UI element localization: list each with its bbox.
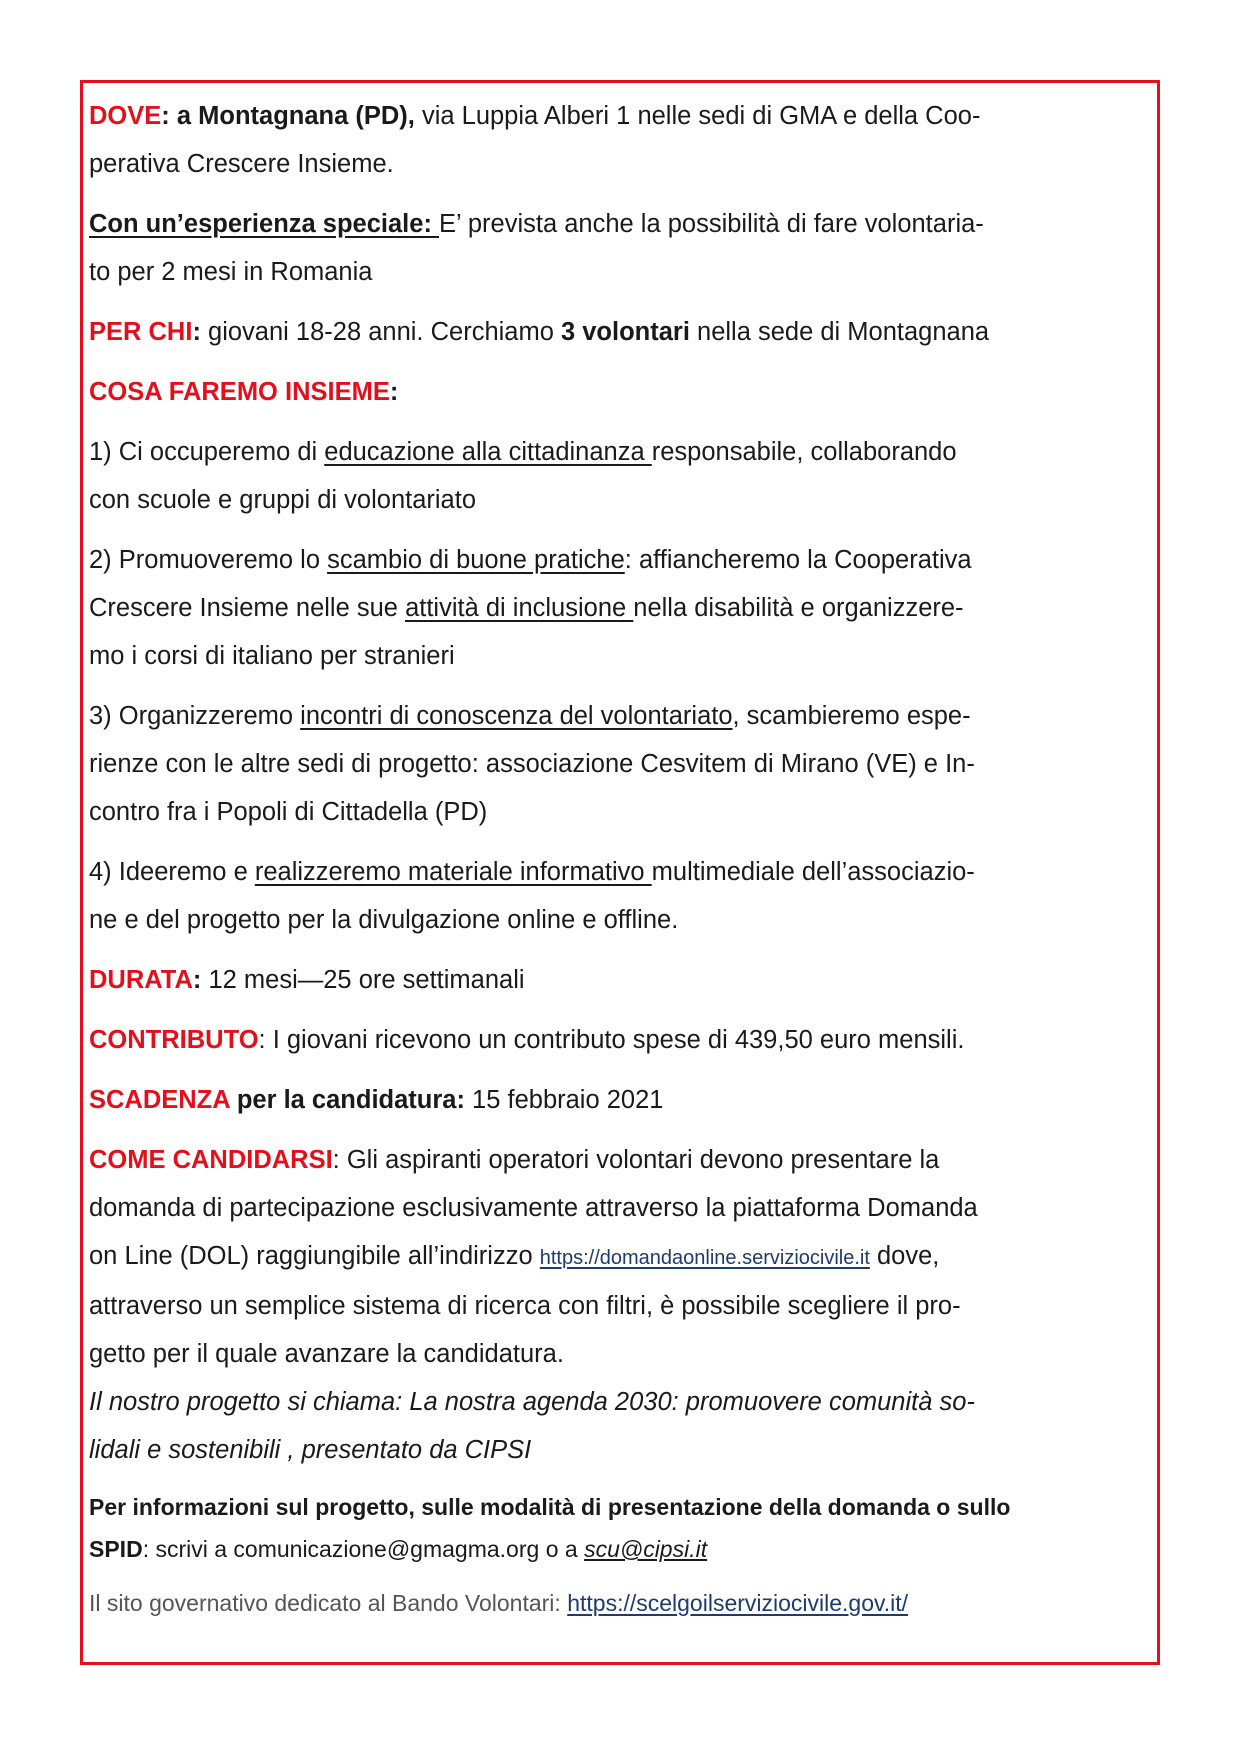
sito-paragraph bbox=[89, 1582, 1149, 1624]
item-1-pre: 1) Ci occuperemo di bbox=[89, 438, 325, 466]
cosa-heading bbox=[89, 368, 1149, 416]
info-bold-1: Per informazioni sul progetto, sulle modalità di presentazione della domanda o sullo bbox=[89, 1494, 1011, 1520]
esperienza-paragraph bbox=[89, 200, 1149, 296]
cipsi-email-link[interactable]: scu@cipsi.it bbox=[584, 1536, 708, 1562]
item-2-underlined: scambio di buone pratiche bbox=[327, 546, 625, 574]
come-paragraph bbox=[89, 1136, 1149, 1474]
dove-paragraph bbox=[89, 92, 1149, 188]
scadenza-bold: per la candidatura: bbox=[229, 1086, 465, 1114]
progetto-italic-2: lidali e sostenibili , presentato da CIPSI bbox=[89, 1436, 532, 1464]
durata-colon: : bbox=[192, 966, 202, 994]
item-4-post: multimediale dell’associazio- bbox=[651, 858, 975, 886]
come-line-4: attraverso un semplice sistema di ricerca con filtri, è possibile scegliere il pro- bbox=[89, 1292, 961, 1320]
contributo-paragraph bbox=[89, 1016, 1149, 1064]
cosa-colon: : bbox=[389, 378, 399, 406]
item-3-line-2: rienze con le altre sedi di progetto: associazione Cesvitem di Mirano (VE) e In- bbox=[89, 750, 975, 778]
info-text: : scrivi a comunicazione@gmagma.org o a bbox=[142, 1536, 585, 1562]
come-line-3-pre: on Line (DOL) raggiungibile all’indirizzo bbox=[89, 1242, 540, 1270]
item-4-pre: 4) Ideeremo e bbox=[89, 858, 255, 886]
perchi-text-2: nella sede di Montagnana bbox=[689, 318, 990, 346]
sito-text: Il sito governativo dedicato al Bando Volontari: bbox=[89, 1590, 568, 1616]
scadenza-text: 15 febbraio 2021 bbox=[464, 1086, 664, 1114]
perchi-colon: : bbox=[192, 318, 201, 346]
durata-text: 12 mesi—25 ore settimanali bbox=[201, 966, 525, 994]
item-1-line-2: con scuole e gruppi di volontariato bbox=[89, 486, 476, 514]
perchi-text-1: giovani 18-28 anni. Cerchiamo bbox=[200, 318, 561, 346]
perchi-bold: 3 volontari bbox=[560, 318, 690, 346]
document-body bbox=[89, 92, 1149, 1624]
item-4-underlined: realizzeremo materiale informativo bbox=[254, 858, 652, 886]
cosa-label: COSA FAREMO INSIEME bbox=[89, 378, 390, 406]
domanda-online-link[interactable]: https://domandaonline.serviziocivile.it bbox=[539, 1247, 870, 1269]
item-4 bbox=[89, 848, 1149, 944]
dove-text-2: perativa Crescere Insieme. bbox=[89, 150, 394, 178]
contributo-label: CONTRIBUTO bbox=[89, 1026, 259, 1054]
item-2-line-2-underlined: attività di inclusione bbox=[405, 594, 634, 622]
esperienza-label: Con un’esperienza speciale: bbox=[89, 210, 440, 238]
item-2 bbox=[89, 536, 1149, 680]
esperienza-text-2: to per 2 mesi in Romania bbox=[89, 258, 373, 286]
info-paragraph bbox=[89, 1486, 1149, 1570]
durata-label: DURATA bbox=[89, 966, 193, 994]
come-text-1: : Gli aspiranti operatori volontari devono presentare la bbox=[332, 1146, 940, 1174]
dove-text: via Luppia Alberi 1 nelle sedi di GMA e della Coo- bbox=[414, 102, 981, 130]
perchi-paragraph bbox=[89, 308, 1149, 356]
item-3-pre: 3) Organizzeremo bbox=[89, 702, 301, 730]
scelgoil-link[interactable]: https://scelgoilserviziocivile.gov.it/ bbox=[567, 1590, 909, 1616]
item-2-pre: 2) Promuoveremo lo bbox=[89, 546, 328, 574]
come-label: COME CANDIDARSI bbox=[89, 1146, 333, 1174]
come-line-2: domanda di partecipazione esclusivamente attraverso la piattaforma Domanda bbox=[89, 1194, 978, 1222]
come-line-3-post: dove, bbox=[869, 1242, 940, 1270]
item-2-line-3: mo i corsi di italiano per stranieri bbox=[89, 642, 455, 670]
item-3 bbox=[89, 692, 1149, 836]
dove-label: DOVE bbox=[89, 102, 162, 130]
item-3-post: , scambieremo espe- bbox=[732, 702, 971, 730]
item-2-line-2-pre: Crescere Insieme nelle sue bbox=[89, 594, 406, 622]
scadenza-paragraph bbox=[89, 1076, 1149, 1124]
esperienza-text: E’ prevista anche la possibilità di fare volontaria- bbox=[439, 210, 984, 238]
come-line-5: getto per il quale avanzare la candidatura. bbox=[89, 1340, 564, 1368]
item-1 bbox=[89, 428, 1149, 524]
durata-paragraph bbox=[89, 956, 1149, 1004]
item-2-post: : affiancheremo la Cooperativa bbox=[624, 546, 972, 574]
item-4-line-2: ne e del progetto per la divulgazione online e offline. bbox=[89, 906, 679, 934]
perchi-label: PER CHI bbox=[89, 318, 193, 346]
item-2-line-2-post: nella disabilità e organizzere- bbox=[633, 594, 964, 622]
info-spid: SPID bbox=[89, 1536, 143, 1562]
dove-place: : a Montagnana (PD), bbox=[161, 102, 415, 130]
item-3-line-3: contro fra i Popoli di Cittadella (PD) bbox=[89, 798, 488, 826]
item-1-post: responsabile, collaborando bbox=[651, 438, 957, 466]
progetto-italic-1: Il nostro progetto si chiama: La nostra agenda 2030: promuovere comunità so- bbox=[89, 1388, 975, 1416]
item-1-underlined: educazione alla cittadinanza bbox=[324, 438, 652, 466]
item-3-underlined: incontri di conoscenza del volontariato bbox=[300, 702, 733, 730]
scadenza-label: SCADENZA bbox=[89, 1086, 230, 1114]
contributo-text: : I giovani ricevono un contributo spese di 439,50 euro mensili. bbox=[258, 1026, 965, 1054]
